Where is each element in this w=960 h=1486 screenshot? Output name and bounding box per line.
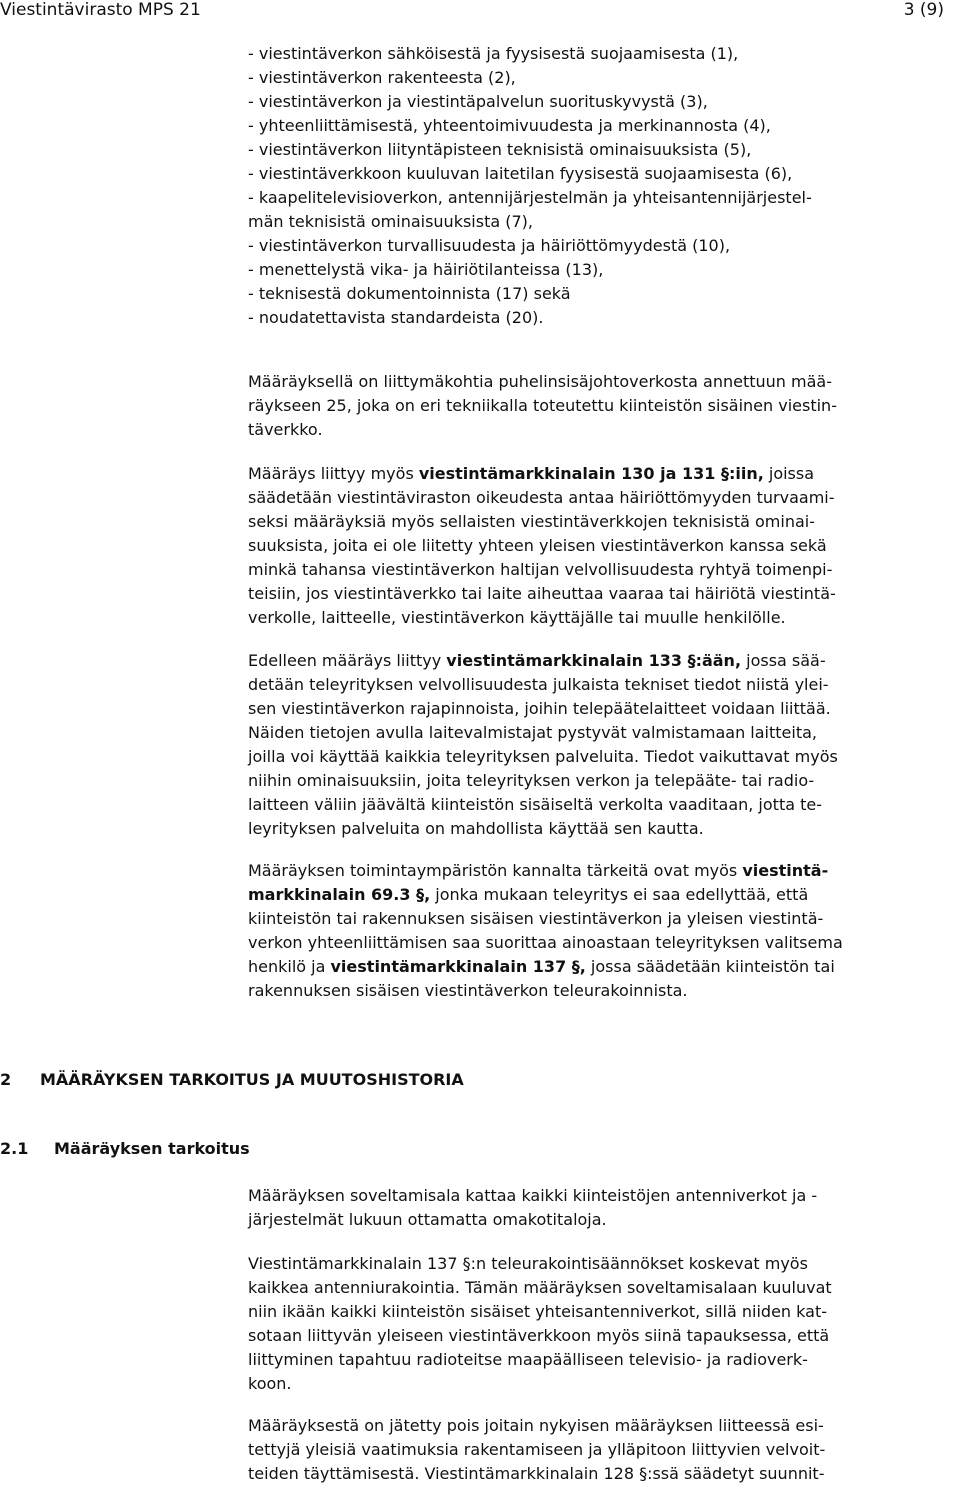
law-reference: markkinalain 69.3 §, bbox=[248, 885, 431, 904]
paragraph-line: detään teleyrityksen velvollisuudesta julkaista tekniset tiedot niistä ylei- bbox=[248, 675, 829, 694]
section-number: 2 bbox=[0, 1070, 12, 1089]
paragraph-line: Näiden tietojen avulla laitevalmistajat pystyvät valmistamaan laitteita, bbox=[248, 723, 817, 742]
paragraph bbox=[248, 1252, 960, 1396]
paragraph-line: Määräyksellä on liittymäkohtia puhelinsisäjohtoverkosta annettuun mää- bbox=[248, 372, 832, 391]
paragraph-line: kaikkea antenniurakointia. Tämän määräyksen soveltamisalaan kuuluvat bbox=[248, 1278, 832, 1297]
page-number: 3 (9) bbox=[903, 0, 944, 20]
list-item: - viestintäverkon turvallisuudesta ja häiriöttömyydestä (10), bbox=[248, 236, 731, 255]
paragraph-line: joilla voi käyttää kaikkia teleyrityksen palveluita. Tiedot vaikuttavat myös bbox=[248, 747, 838, 766]
text-run: Määräyksen toimintaympäristön kannalta tärkeitä ovat myös bbox=[248, 861, 743, 880]
text-run: Edelleen määräys liittyy bbox=[248, 651, 447, 670]
paragraph-line: säädetään viestintäviraston oikeudesta antaa häiriöttömyyden turvaami- bbox=[248, 488, 835, 507]
paragraph-line: verkon yhteenliittämisen saa suorittaa ainoastaan teleyrityksen valitsema bbox=[248, 933, 843, 952]
list-item: - noudatettavista standardeista (20). bbox=[248, 308, 544, 327]
text-run: Määräys liittyy myös bbox=[248, 464, 419, 483]
paragraph-line: järjestelmät lukuun ottamatta omakotitaloja. bbox=[248, 1210, 607, 1229]
paragraph-line: niihin ominaisuuksiin, joita teleyrityksen verkon ja telepääte- tai radio- bbox=[248, 771, 815, 790]
paragraph-line: sen viestintäverkon rajapinnoista, joihin telepäätelaitteet voidaan liittää. bbox=[248, 699, 831, 718]
section-number: 2.1 bbox=[0, 1139, 29, 1158]
section-title: MÄÄRÄYKSEN TARKOITUS JA MUUTOSHISTORIA bbox=[40, 1070, 464, 1089]
list-item: - viestintäverkon ja viestintäpalvelun suorituskyvystä (3), bbox=[248, 92, 708, 111]
text-run: jonka mukaan teleyritys ei saa edellyttää, että bbox=[430, 885, 809, 904]
section-title: Määräyksen tarkoitus bbox=[54, 1139, 250, 1158]
paragraph-line: niin ikään kaikki kiinteistön sisäiset yhteisantenniverkot, sillä niiden kat- bbox=[248, 1302, 827, 1321]
paragraph-line: kiinteistön tai rakennuksen sisäisen viestintäverkon ja yleisen viestintä- bbox=[248, 909, 824, 928]
paragraph-line bbox=[248, 649, 960, 673]
law-reference: viestintä- bbox=[742, 861, 829, 880]
paragraph-line: teiden täyttämisestä. Viestintämarkkinalain 128 §:ssä säädetyt suunnit- bbox=[248, 1464, 825, 1483]
list-item: - viestintäverkon liityntäpisteen teknisistä ominaisuuksista (5), bbox=[248, 140, 752, 159]
text-run: joissa bbox=[763, 464, 815, 483]
paragraph-line: Määräyksestä on jätetty pois joitain nykyisen määräyksen liitteessä esi- bbox=[248, 1416, 824, 1435]
paragraph bbox=[248, 1184, 960, 1232]
list-item: - menettelystä vika- ja häiriötilanteissa (13), bbox=[248, 260, 604, 279]
text-run: henkilö ja bbox=[248, 957, 331, 976]
document-header-title: Viestintävirasto MPS 21 bbox=[0, 0, 201, 20]
paragraph bbox=[248, 649, 960, 841]
paragraph-line bbox=[248, 859, 960, 883]
text-run: jossa säädetään kiinteistön tai bbox=[585, 957, 835, 976]
scope-list bbox=[248, 42, 960, 330]
paragraph-line: verkolle, laitteelle, viestintäverkon käyttäjälle tai muulle henkilölle. bbox=[248, 608, 786, 627]
paragraph-line: koon. bbox=[248, 1374, 292, 1393]
paragraph-line: räykseen 25, joka on eri tekniikalla toteutettu kiinteistön sisäinen viestin- bbox=[248, 396, 837, 415]
paragraph bbox=[248, 1414, 960, 1486]
paragraph-line: liittyminen tapahtuu radioteitse maapäälliseen televisio- ja radioverk- bbox=[248, 1350, 808, 1369]
paragraph bbox=[248, 370, 960, 442]
paragraph bbox=[248, 859, 960, 1003]
list-item: - kaapelitelevisioverkon, antennijärjestelmän ja yhteisantennijärjestel- bbox=[248, 188, 812, 207]
law-reference: viestintämarkkinalain 130 ja 131 §:iin, bbox=[418, 464, 764, 483]
paragraph-line: suuksista, joita ei ole liitetty yhteen yleisen viestintäverkon kanssa sekä bbox=[248, 536, 827, 555]
paragraph-line: laitteen väliin jäävältä kiinteistön sisäiseltä verkolta vaaditaan, jotta te- bbox=[248, 795, 822, 814]
list-item: - teknisestä dokumentoinnista (17) sekä bbox=[248, 284, 571, 303]
list-item: - viestintäverkon sähköisestä ja fyysisestä suojaamisesta (1), bbox=[248, 44, 739, 63]
paragraph-line: leyrityksen palveluita on mahdollista käyttää sen kautta. bbox=[248, 819, 704, 838]
section-heading bbox=[0, 1069, 464, 1091]
paragraph bbox=[248, 462, 960, 630]
paragraph-line bbox=[248, 462, 960, 486]
paragraph-line: rakennuksen sisäisen viestintäverkon teleurakoinnista. bbox=[248, 981, 688, 1000]
paragraph-line: Viestintämarkkinalain 137 §:n teleurakointisäännökset koskevat myös bbox=[248, 1254, 808, 1273]
paragraph-line: Määräyksen soveltamisala kattaa kaikki kiinteistöjen antenniverkot ja - bbox=[248, 1186, 818, 1205]
paragraph-line: täverkko. bbox=[248, 420, 323, 439]
list-item: - viestintäverkkoon kuuluvan laitetilan fyysisestä suojaamisesta (6), bbox=[248, 164, 793, 183]
paragraph-line: seksi määräyksiä myös sellaisten viestintäverkkojen teknisistä ominai- bbox=[248, 512, 815, 531]
law-reference: viestintämarkkinalain 137 §, bbox=[330, 957, 586, 976]
paragraph-line: sotaan liittyvän yleiseen viestintäverkkoon myös siinä tapauksessa, että bbox=[248, 1326, 830, 1345]
subsection-heading bbox=[0, 1138, 250, 1160]
list-item: män teknisistä ominaisuuksista (7), bbox=[248, 212, 533, 231]
list-item: - yhteenliittämisestä, yhteentoimivuudesta ja merkinannosta (4), bbox=[248, 116, 771, 135]
law-reference: viestintämarkkinalain 133 §:ään, bbox=[446, 651, 742, 670]
paragraph-line: teisiin, jos viestintäverkko tai laite aiheuttaa vaaraa tai häiriötä viestintä- bbox=[248, 584, 836, 603]
paragraph-line: minkä tahansa viestintäverkon haltijan velvollisuudesta ryhtyä toimenpi- bbox=[248, 560, 833, 579]
paragraph-line bbox=[248, 955, 960, 979]
paragraph-line: tettyjä yleisiä vaatimuksia rakentamiseen ja ylläpitoon liittyvien velvoit- bbox=[248, 1440, 826, 1459]
text-run: jossa sää- bbox=[741, 651, 826, 670]
paragraph-line bbox=[248, 883, 960, 907]
list-item: - viestintäverkon rakenteesta (2), bbox=[248, 68, 516, 87]
